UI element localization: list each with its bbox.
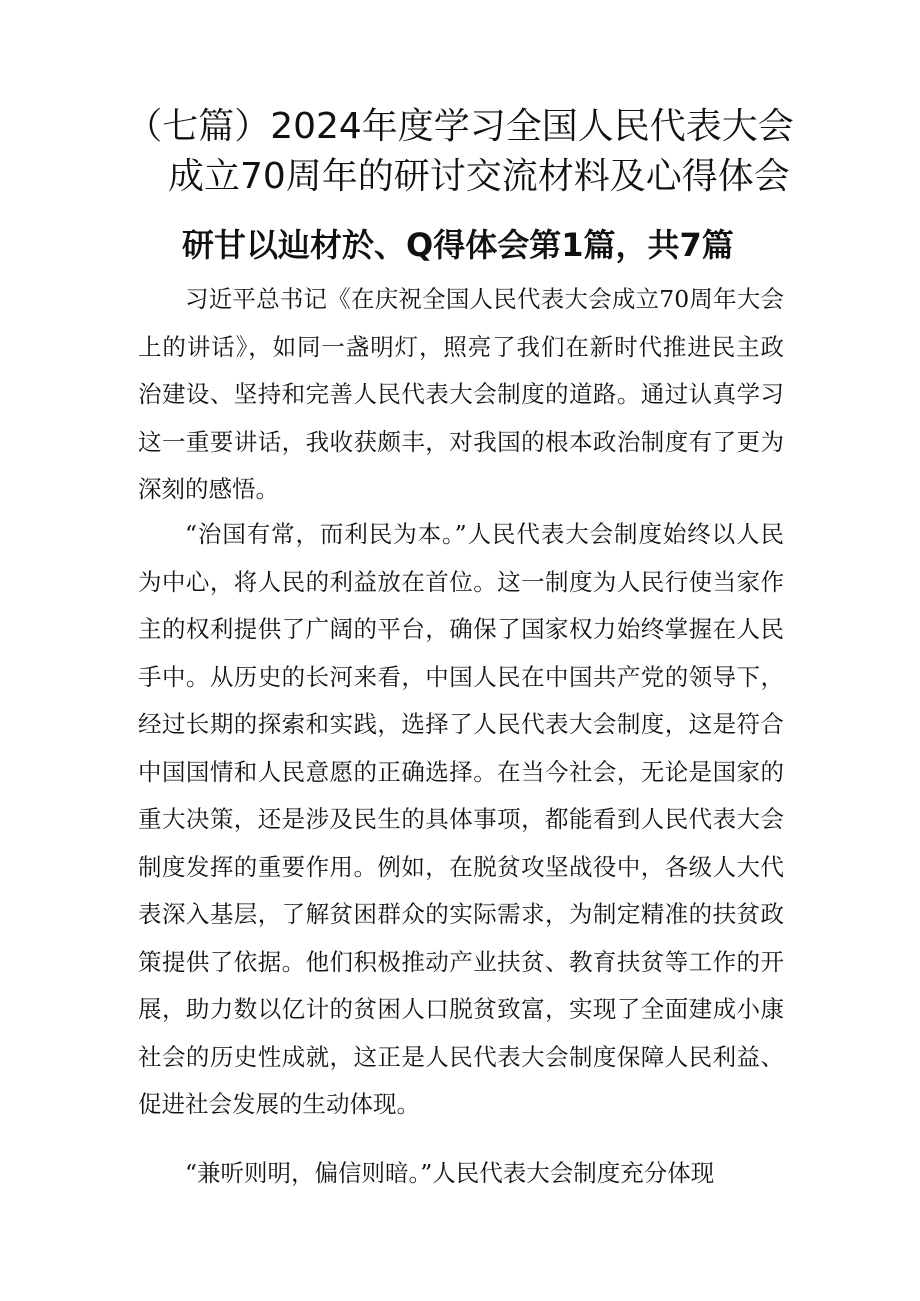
- body-paragraph-2: “治国有常，而利民为本。”人民代表大会制度始终以人民为中心，将人民的利益放在首位。这一制度为人民行使当家作主的权利提供了广阔的平台，确保了国家权力始终掌握在人民手中。从历史的长河来看，中国人民在中国共产党的领导下，经过长期的探索和实践，选择了人民代表大会制度，这是符合中国国情和人民意愿的正确选择。在当今社会，无论是国家的重大决策，还是涉及民生的具体事项，都能看到人民代表大会制度发挥的重要作用。例如，在脱贫攻坚战役中，各级人大代表深入基层，了解贫困群众的实际需求，为制定精准的扶贫政策提供了依据。他们积极推动产业扶贫、教育扶贫等工作的开展，助力数以亿计的贫困人口脱贫致富，实现了全面建成小康社会的历史性成就，这正是人民代表大会制度保障人民利益、促进社会发展的生动体现。: [138, 520, 784, 1118]
- document-title-line-2: 成立70周年的研讨交流材料及心得体会: [168, 156, 790, 197]
- section-heading: 研甘以辿材於、Q得体会第1篇，共7篇: [182, 226, 734, 264]
- body-paragraph-1: 习近平总书记《在庆祝全国人民代表大会成立70周年大会上的讲话》，如同一盏明灯，照亮了我们在新时代推进民主政治建设、坚持和完善人民代表大会制度的道路。通过认真学习这一重要讲话，我收获颇丰，对我国的根本政治制度有了更为深刻的感悟。: [138, 285, 784, 503]
- body-paragraph-3: “兼听则明，偏信则暗。”人民代表大会制度充分体现: [185, 1159, 715, 1187]
- document-title-line-1: （七篇）2024年度学习全国人民代表大会: [126, 106, 794, 147]
